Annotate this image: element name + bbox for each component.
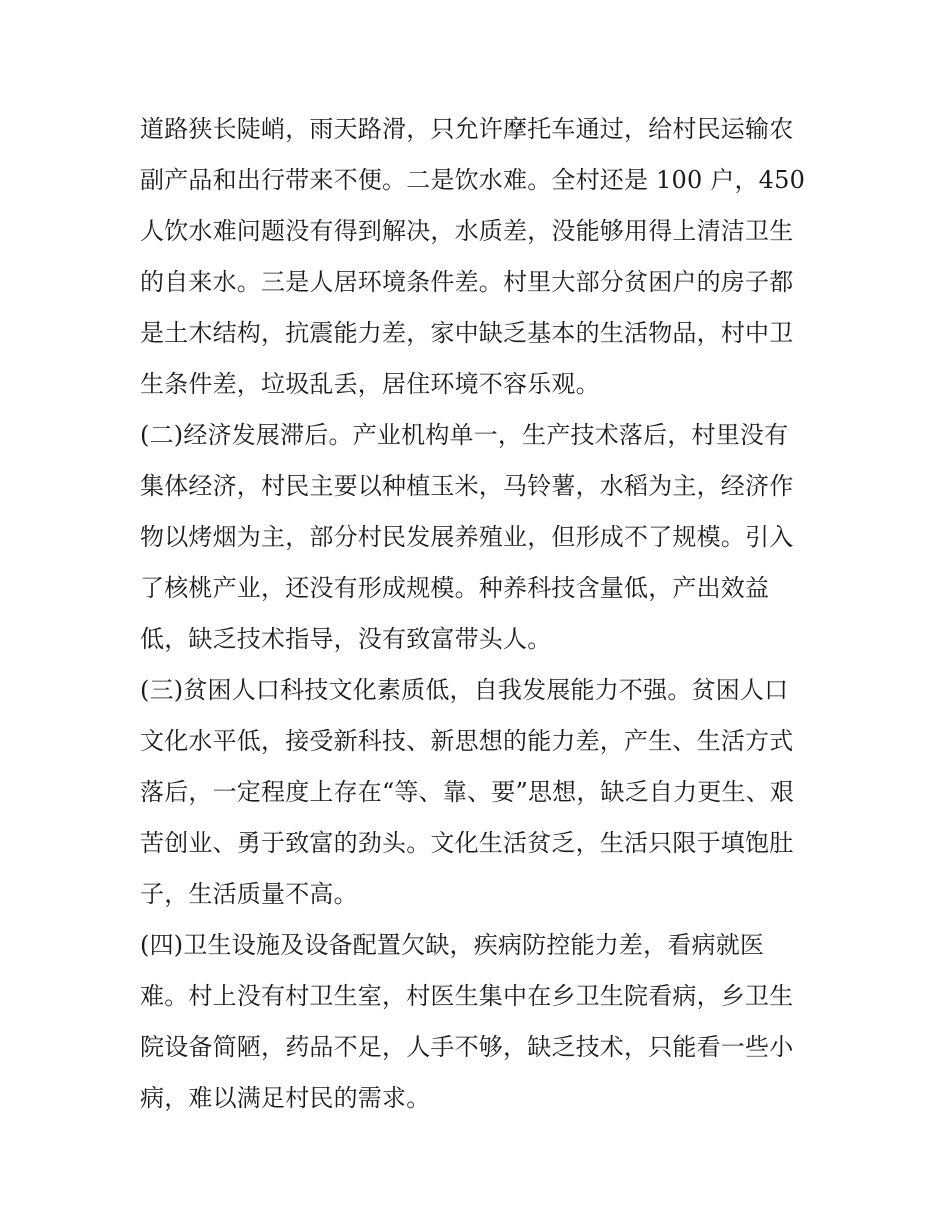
text-line: 院设备简陋，药品不足，人手不够，缺乏技术，只能看一些小 — [140, 1033, 794, 1061]
text-line: 道路狭长陡峭，雨天路滑，只允许摩托车通过，给村民运输农 — [140, 115, 794, 143]
document-body — [140, 104, 812, 1124]
text-line: 生条件差，垃圾乱丢，居住环境不容乐观。 — [140, 370, 600, 398]
text-line: 子，生活质量不高。 — [140, 880, 358, 908]
text-line: 苦创业、勇于致富的劲头。文化生活贫乏，生活只限于填饱肚 — [140, 829, 794, 857]
section-heading-line: (四)卫生设施及设备配置欠缺，疾病防控能力差，看病就医 — [140, 931, 765, 959]
text-line: 难。村上没有村卫生室，村医生集中在乡卫生院看病，乡卫生 — [140, 982, 794, 1010]
section-heading-line: (二)经济发展滞后。产业机构单一，生产技术落后，村里没有 — [140, 421, 789, 449]
text-line: 的自来水。三是人居环境条件差。村里大部分贫困户的房子都 — [140, 268, 794, 296]
text-line: 了核桃产业，还没有形成规模。种养科技含量低，产出效益 — [140, 574, 770, 602]
text-line: 文化水平低，接受新科技、新思想的能力差，产生、生活方式 — [140, 727, 794, 755]
text-line: 低，缺乏技术指导，没有致富带头人。 — [140, 625, 552, 653]
section-heading-line: (三)贫困人口科技文化素质低，自我发展能力不强。贫困人口 — [140, 676, 789, 704]
text-line: 人饮水难问题没有得到解决，水质差，没能够用得上清洁卫生 — [140, 217, 794, 245]
text-line: 集体经济，村民主要以种植玉米，马铃薯，水稻为主，经济作 — [140, 472, 794, 500]
text-line: 副产品和出行带来不便。二是饮水难。全村还是 100 户，450 — [140, 166, 806, 194]
text-line: 是土木结构，抗震能力差，家中缺乏基本的生活物品，村中卫 — [140, 319, 794, 347]
text-line: 物以烤烟为主，部分村民发展养殖业，但形成不了规模。引入 — [140, 523, 794, 551]
text-line: 病，难以满足村民的需求。 — [140, 1084, 431, 1112]
text-line: 落后，一定程度上存在“等、靠、要”思想，缺乏自力更生、艰 — [140, 778, 795, 806]
